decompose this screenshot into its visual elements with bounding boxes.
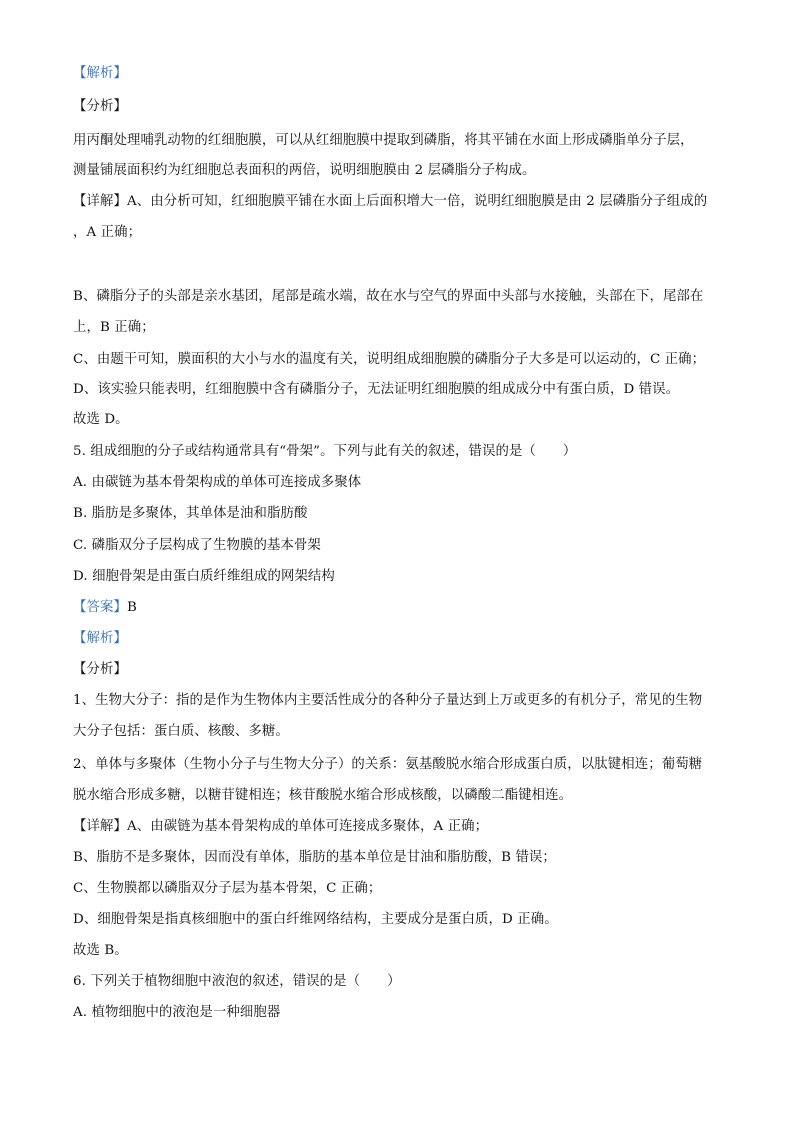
option-d-explanation: D、该实验只能表明，红细胞膜中含有磷脂分子，无法证明红细胞膜的组成成分中有蛋白质，D 错误。	[73, 382, 680, 397]
option-d-explanation: D、细胞骨架是指真核细胞中的蛋白纤维网络结构，主要成分是蛋白质，D 正确。	[73, 912, 558, 927]
option-b-explanation-cont: 上，B 正确；	[73, 320, 155, 335]
xiangjie-text: A、由碳链为基本骨架构成的单体可连接成多聚体，A 正确；	[126, 819, 489, 834]
fenxi-point-1: 1、生物大分子：指的是作为生物体内主要活性成分的各种分子量达到上万或更多的有机分子，常见的生物	[73, 693, 703, 708]
option-c-explanation: C、生物膜都以磷脂双分子层为基本骨架，C 正确；	[73, 881, 382, 896]
conclusion-text: 故选 D。	[73, 412, 129, 427]
answer-tag: 【答案】	[73, 600, 127, 615]
xiangjie-tag: 【详解】	[73, 819, 127, 834]
question-5-option-b: B. 脂肪是多聚体，其单体是油和脂肪酸	[73, 506, 308, 521]
fenxi-point-2-cont: 脱水缩合形成多糖，以糖苷键相连；核苷酸脱水缩合形成核酸，以磷酸二酯键相连。	[73, 788, 573, 803]
option-c-explanation: C、由题干可知，膜面积的大小与水的温度有关，说明组成细胞膜的磷脂分子大多是可以运动的，C 正确；	[73, 352, 706, 367]
option-b-explanation: B、磷脂分子的头部是亲水基团，尾部是疏水端，故在水与空气的界面中头部与水接触，头部在下，尾部在	[73, 289, 704, 304]
fenxi-tag: 【分析】	[73, 99, 127, 114]
xiangjie-a-line-cont: ，A 正确；	[73, 225, 142, 240]
question-5-stem: 5. 组成细胞的分子或结构通常具有“骨架”。下列与此有关的叙述，错误的是（ ）	[73, 444, 577, 459]
question-6-option-a: A. 植物细胞中的液泡是一种细胞器	[73, 1005, 281, 1020]
jiexi-tag: 【解析】	[73, 631, 127, 646]
option-b-explanation: B、脂肪不是多聚体，因而没有单体，脂肪的基本单位是甘油和脂肪酸，B 错误；	[73, 850, 556, 865]
xiangjie-row	[73, 817, 733, 837]
fenxi-text-line: 测量铺展面积约为红细胞总表面积的两倍，说明细胞膜由 2 层磷脂分子构成。	[73, 163, 536, 178]
fenxi-tag: 【分析】	[73, 662, 127, 677]
question-5-option-c: C. 磷脂双分子层构成了生物膜的基本骨架	[73, 538, 321, 553]
question-5-option-d: D. 细胞骨架是由蛋白质纤维组成的网架结构	[73, 569, 335, 584]
fenxi-point-1-cont: 大分子包括：蛋白质、核酸、多糖。	[73, 724, 289, 739]
answer-row	[73, 598, 733, 618]
xiangjie-a-line	[73, 192, 733, 212]
question-5-option-a: A. 由碳链为基本骨架构成的单体可连接成多聚体	[73, 475, 362, 490]
jiexi-tag: 【解析】	[73, 66, 127, 81]
xiangjie-text: A、由分析可知，红细胞膜平铺在水面上后面积增大一倍，说明红细胞膜是由 2 层磷脂分子组成的	[126, 194, 708, 209]
answer-value: B	[126, 600, 137, 615]
fenxi-label-2	[73, 660, 733, 680]
jiexi-label-2	[73, 629, 733, 649]
fenxi-label-1	[73, 97, 733, 117]
jiexi-label-1	[73, 64, 733, 84]
question-6-stem: 6. 下列关于植物细胞中液泡的叙述，错误的是（ ）	[73, 974, 401, 989]
fenxi-text-line: 用丙酮处理哺乳动物的红细胞膜，可以从红细胞膜中提取到磷脂，将其平铺在水面上形成磷脂单分子层，	[73, 133, 694, 148]
conclusion-text: 故选 B。	[73, 943, 128, 958]
fenxi-point-2: 2、单体与多聚体（生物小分子与生物大分子）的关系：氨基酸脱水缩合形成蛋白质，以肽键相连；葡萄糖	[73, 757, 703, 772]
xiangjie-tag: 【详解】	[73, 194, 127, 209]
